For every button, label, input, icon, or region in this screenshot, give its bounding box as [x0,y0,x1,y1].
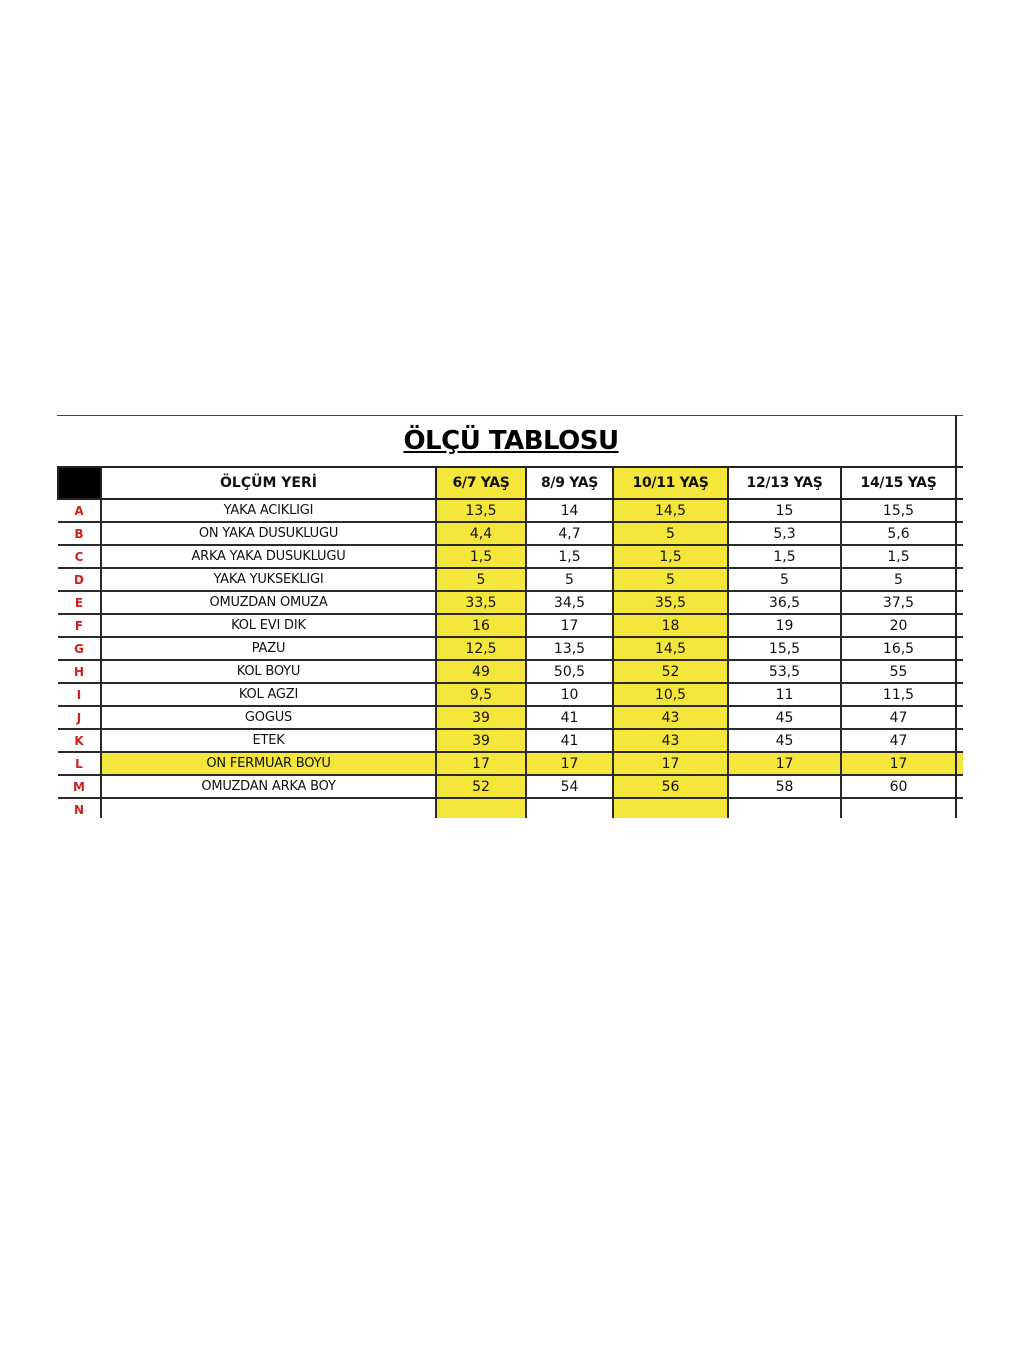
size-value-cell: 1,5 [613,545,728,568]
measurement-label: YAKA YUKSEKLIGI [101,568,436,591]
cut-off-cell [956,683,963,706]
table-row [58,752,963,775]
size-value-cell: 1,5 [436,545,526,568]
size-value-cell: 47 [841,706,956,729]
table-row [58,568,963,591]
size-value-cell: 17 [841,752,956,775]
size-value-cell: 52 [436,775,526,798]
row-letter: C [58,545,101,568]
measurement-label: ETEK [101,729,436,752]
row-letter: D [58,568,101,591]
size-header-14-15: 14/15 YAŞ [841,467,956,499]
size-value-cell: 14,5 [613,499,728,522]
size-value-cell: 5 [436,568,526,591]
cut-off-cell [956,637,963,660]
size-value-cell: 20 [841,614,956,637]
cut-off-cell [956,499,963,522]
size-value-cell: 5 [728,568,841,591]
table-row [58,683,963,706]
cut-off-cell [956,729,963,752]
size-value-cell [728,798,841,818]
measurement-label: PAZU [101,637,436,660]
row-letter: M [58,775,101,798]
size-value-cell: 1,5 [841,545,956,568]
size-value-cell: 15,5 [841,499,956,522]
size-value-cell: 14,5 [613,637,728,660]
size-value-cell: 5 [526,568,613,591]
size-value-cell: 16,5 [841,637,956,660]
table-row [58,775,963,798]
size-value-cell: 50,5 [526,660,613,683]
size-value-cell: 15 [728,499,841,522]
size-value-cell: 10 [526,683,613,706]
size-value-cell: 14 [526,499,613,522]
size-value-cell: 15,5 [728,637,841,660]
size-value-cell: 4,7 [526,522,613,545]
size-value-cell: 17 [526,614,613,637]
cut-off-cell [956,614,963,637]
size-value-cell: 39 [436,706,526,729]
table-row [58,545,963,568]
size-value-cell: 49 [436,660,526,683]
size-value-cell: 16 [436,614,526,637]
size-header-10-11: 10/11 YAŞ [613,467,728,499]
size-value-cell: 58 [728,775,841,798]
row-letter: L [58,752,101,775]
size-value-cell: 43 [613,706,728,729]
size-value-cell: 47 [841,729,956,752]
row-letter: B [58,522,101,545]
cut-off-cell [956,545,963,568]
table-row [58,637,963,660]
size-value-cell: 45 [728,729,841,752]
size-value-cell: 5 [841,568,956,591]
size-value-cell [436,798,526,818]
size-value-cell: 39 [436,729,526,752]
table-row [58,522,963,545]
table-row [58,614,963,637]
size-header-12-13: 12/13 YAŞ [728,467,841,499]
measurement-column-header: ÖLÇÜM YERİ [101,467,436,499]
table-row [58,591,963,614]
size-value-cell: 12,5 [436,637,526,660]
size-chart-table [57,416,963,818]
cut-off-cell [956,660,963,683]
size-value-cell: 17 [613,752,728,775]
header-row [58,467,963,499]
size-value-cell [526,798,613,818]
cut-off-cell [956,591,963,614]
row-letter: G [58,637,101,660]
sheet-right-border [955,415,957,817]
row-letter: F [58,614,101,637]
cut-off-cell [956,775,963,798]
size-header-6-7: 6/7 YAŞ [436,467,526,499]
corner-cell [58,467,101,499]
size-value-cell: 56 [613,775,728,798]
row-letter: K [58,729,101,752]
size-value-cell: 11 [728,683,841,706]
size-value-cell: 19 [728,614,841,637]
measurement-label: KOL EVI DIK [101,614,436,637]
size-value-cell: 41 [526,706,613,729]
measurement-label: KOL BOYU [101,660,436,683]
cut-off-cell [956,706,963,729]
row-letter: N [58,798,101,818]
table-row [58,660,963,683]
row-letter: E [58,591,101,614]
chart-title: ÖLÇÜ TABLOSU [403,426,619,456]
size-chart-sheet [57,415,963,818]
size-value-cell: 55 [841,660,956,683]
measurement-label: OMUZDAN ARKA BOY [101,775,436,798]
cut-off-cell [956,752,963,775]
row-letter: H [58,660,101,683]
cut-off-column-header [956,467,963,499]
measurement-label: KOL AGZI [101,683,436,706]
measurement-label: YAKA ACIKLIGI [101,499,436,522]
row-letter: I [58,683,101,706]
table-row [58,729,963,752]
measurement-label [101,798,436,818]
size-value-cell: 36,5 [728,591,841,614]
table-row [58,499,963,522]
size-value-cell: 52 [613,660,728,683]
table-row [58,798,963,818]
cut-off-cell [956,568,963,591]
size-value-cell: 1,5 [728,545,841,568]
size-value-cell: 43 [613,729,728,752]
size-value-cell: 54 [526,775,613,798]
row-letter: A [58,499,101,522]
table-row [58,706,963,729]
size-value-cell: 1,5 [526,545,613,568]
size-value-cell: 60 [841,775,956,798]
size-value-cell: 34,5 [526,591,613,614]
size-value-cell: 17 [728,752,841,775]
row-letter: J [58,706,101,729]
size-value-cell: 35,5 [613,591,728,614]
size-value-cell: 11,5 [841,683,956,706]
size-value-cell: 4,4 [436,522,526,545]
cut-off-cell [956,798,963,818]
size-value-cell: 41 [526,729,613,752]
measurement-label: OMUZDAN OMUZA [101,591,436,614]
size-value-cell: 13,5 [526,637,613,660]
size-value-cell [841,798,956,818]
size-value-cell: 53,5 [728,660,841,683]
measurement-label: ON FERMUAR BOYU [101,752,436,775]
title-row [58,416,963,467]
size-value-cell: 9,5 [436,683,526,706]
size-value-cell: 5 [613,522,728,545]
size-value-cell [613,798,728,818]
measurement-label: GOGUS [101,706,436,729]
measurement-label: ON YAKA DUSUKLUGU [101,522,436,545]
size-value-cell: 10,5 [613,683,728,706]
size-value-cell: 13,5 [436,499,526,522]
size-value-cell: 17 [436,752,526,775]
size-value-cell: 17 [526,752,613,775]
size-value-cell: 33,5 [436,591,526,614]
size-value-cell: 5,6 [841,522,956,545]
size-value-cell: 37,5 [841,591,956,614]
size-value-cell: 5 [613,568,728,591]
cut-off-cell [956,522,963,545]
size-value-cell: 5,3 [728,522,841,545]
measurement-label: ARKA YAKA DUSUKLUGU [101,545,436,568]
size-header-8-9: 8/9 YAŞ [526,467,613,499]
size-value-cell: 18 [613,614,728,637]
size-value-cell: 45 [728,706,841,729]
